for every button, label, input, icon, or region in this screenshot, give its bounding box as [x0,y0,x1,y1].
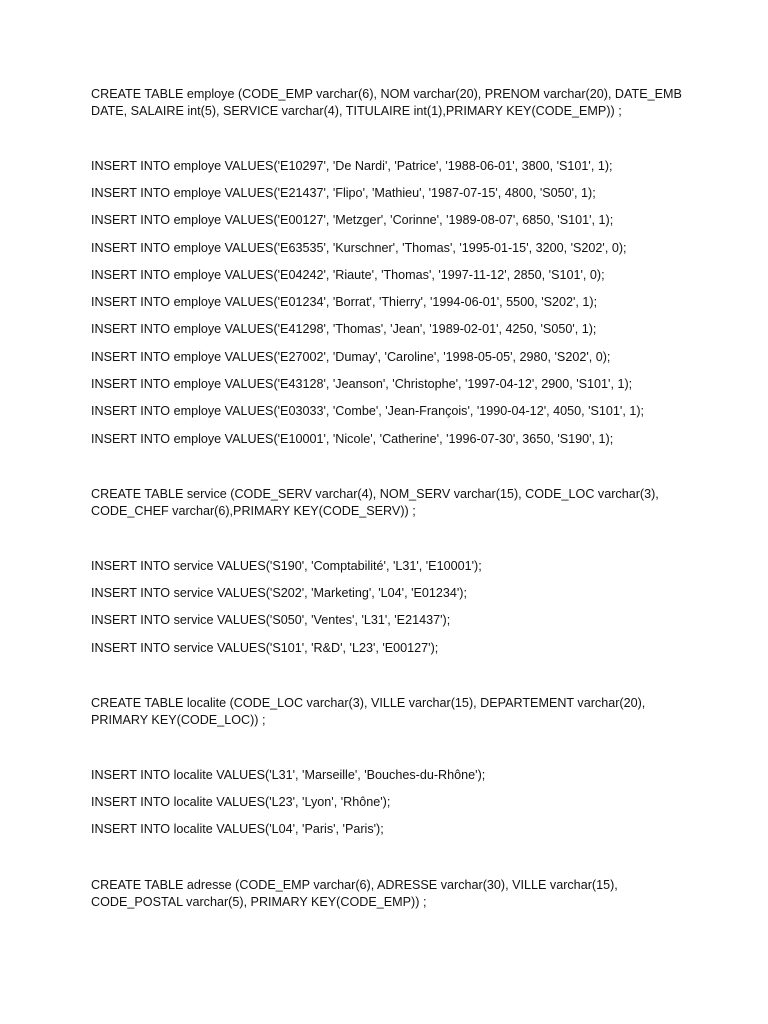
create-localite-line-2: PRIMARY KEY(CODE_LOC)) ; [91,713,266,727]
insert-employe-line: INSERT INTO employe VALUES('E63535', 'Kurschner', 'Thomas', '1995-01-15', 3200, 'S202', 0); [91,241,627,255]
create-adresse-line-1: CREATE TABLE adresse (CODE_EMP varchar(6), ADRESSE varchar(30), VILLE varchar(15), [91,878,618,892]
insert-employe-line: INSERT INTO employe VALUES('E04242', 'Riaute', 'Thomas', '1997-11-12', 2850, 'S101', 0); [91,268,605,282]
create-adresse-line-2: CODE_POSTAL varchar(5), PRIMARY KEY(CODE_EMP)) ; [91,895,427,909]
create-employe-line-1: CREATE TABLE employe (CODE_EMP varchar(6), NOM varchar(20), PRENOM varchar(20), DATE_EMB [91,87,682,101]
insert-service-line: INSERT INTO service VALUES('S202', 'Marketing', 'L04', 'E01234'); [91,586,467,600]
insert-employe-line: INSERT INTO employe VALUES('E27002', 'Dumay', 'Caroline', '1998-05-05', 2980, 'S202', 0); [91,350,611,364]
insert-service-line: INSERT INTO service VALUES('S101', 'R&D', 'L23', 'E00127'); [91,641,439,655]
create-service-line-2: CODE_CHEF varchar(6),PRIMARY KEY(CODE_SERV)) ; [91,504,416,518]
insert-employe-line: INSERT INTO employe VALUES('E10001', 'Nicole', 'Catherine', '1996-07-30', 3650, 'S190', 1); [91,432,614,446]
create-service-line-1: CREATE TABLE service (CODE_SERV varchar(4), NOM_SERV varchar(15), CODE_LOC varchar(3), [91,487,659,501]
insert-service-line: INSERT INTO service VALUES('S190', 'Comptabilité', 'L31', 'E10001'); [91,559,482,573]
insert-localite-line: INSERT INTO localite VALUES('L31', 'Marseille', 'Bouches-du-Rhône'); [91,768,486,782]
insert-localite-line: INSERT INTO localite VALUES('L23', 'Lyon', 'Rhône'); [91,795,391,809]
create-employe-line-2: DATE, SALAIRE int(5), SERVICE varchar(4), TITULAIRE int(1),PRIMARY KEY(CODE_EMP)) ; [91,104,622,118]
insert-employe-line: INSERT INTO employe VALUES('E10297', 'De Nardi', 'Patrice', '1988-06-01', 3800, 'S101', 1); [91,159,613,173]
insert-employe-line: INSERT INTO employe VALUES('E03033', 'Combe', 'Jean-François', '1990-04-12', 4050, 'S101', 1); [91,404,645,418]
insert-employe-line: INSERT INTO employe VALUES('E01234', 'Borrat', 'Thierry', '1994-06-01', 5500, 'S202', 1); [91,295,598,309]
insert-employe-line: INSERT INTO employe VALUES('E41298', 'Thomas', 'Jean', '1989-02-01', 4250, 'S050', 1); [91,322,597,336]
insert-service-line: INSERT INTO service VALUES('S050', 'Ventes', 'L31', 'E21437'); [91,613,451,627]
insert-localite-line: INSERT INTO localite VALUES('L04', 'Paris', 'Paris'); [91,822,384,836]
insert-employe-line: INSERT INTO employe VALUES('E21437', 'Flipo', 'Mathieu', '1987-07-15', 4800, 'S050', 1); [91,186,596,200]
insert-employe-line: INSERT INTO employe VALUES('E43128', 'Jeanson', 'Christophe', '1997-04-12', 2900, 'S101', 1); [91,377,633,391]
create-localite-line-1: CREATE TABLE localite (CODE_LOC varchar(3), VILLE varchar(15), DEPARTEMENT varchar(20), [91,696,646,710]
insert-employe-line: INSERT INTO employe VALUES('E00127', 'Metzger', 'Corinne', '1989-08-07', 6850, 'S101', 1); [91,213,614,227]
